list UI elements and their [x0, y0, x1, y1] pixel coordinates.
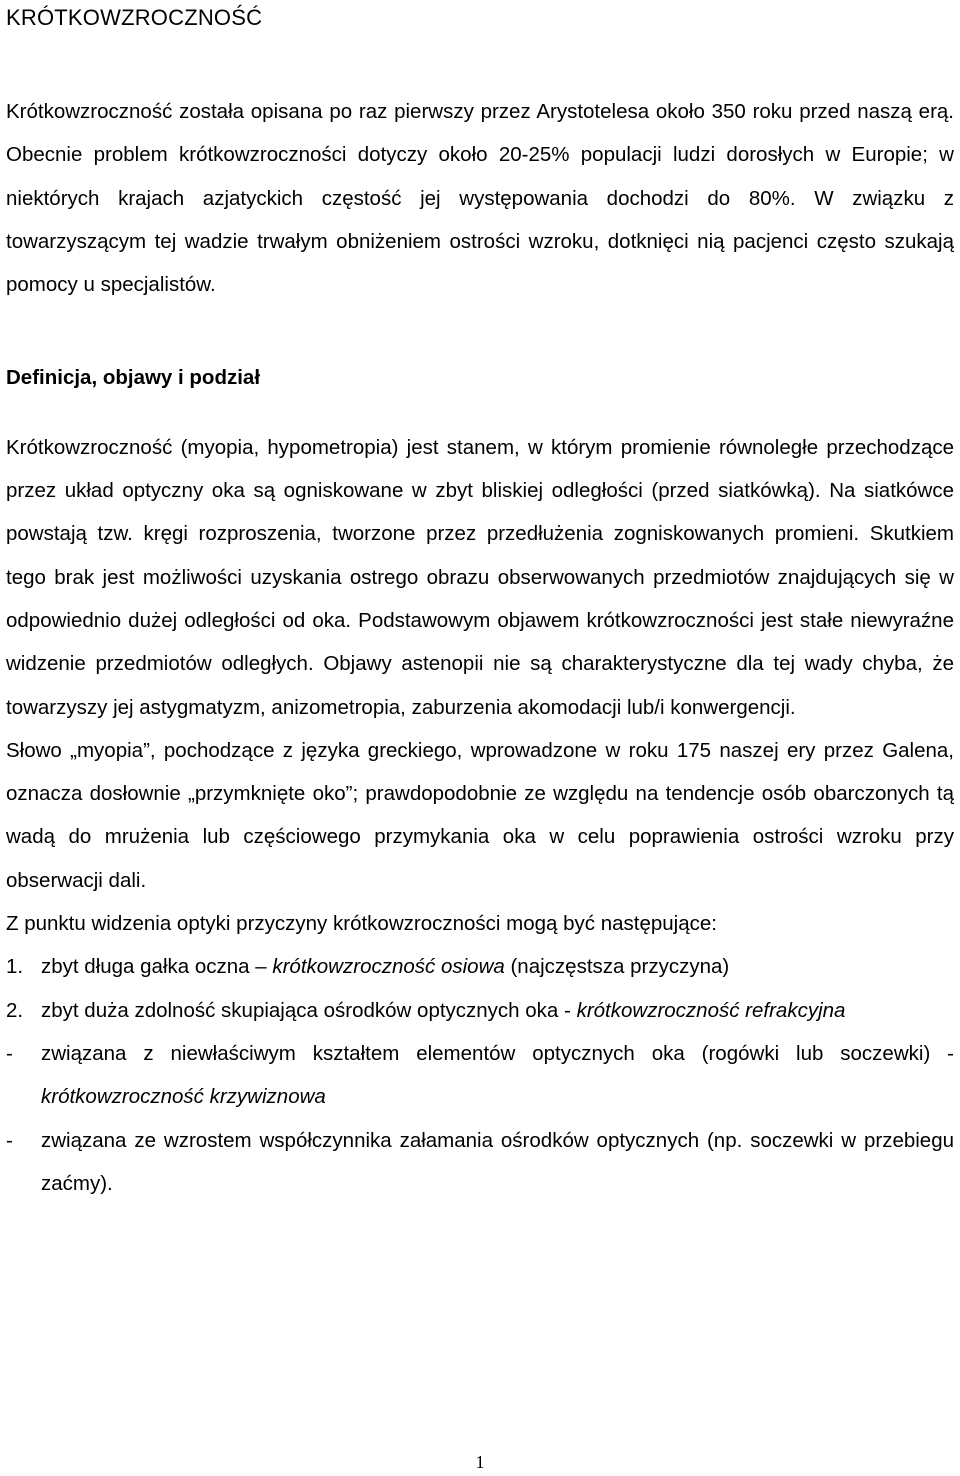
etymology-paragraph: Słowo „myopia”, pochodzące z języka greckiego, wprowadzone w roku 175 naszej ery przez Galena, oznacza dosłownie „przymknięte oko”; prawdopodobnie ze względu na tendencje osób obarczonych tą wadą do mrużenia lub częściowego przymykania oka w celu poprawienia ostrości wzroku przy obserwacji dali.: [6, 738, 954, 892]
causes-list: [6, 945, 954, 1032]
list-marker: 1.: [6, 955, 24, 979]
list-item-body: [41, 1119, 954, 1206]
list-marker: -: [6, 1128, 13, 1152]
intro-paragraph: Krótkowzroczność została opisana po raz pierwszy przez Arystotelesa około 350 roku przed naszą erą. Obecnie problem krótkowzroczności dotyczy około 20-25% populacji ludzi dorosłych w Europie; w niektórych krajach azjatyckich częstość jej występowania dochodzi do 80%. W związku z towarzyszącym tej wadzie trwałym obniżeniem ostrości wzroku, dotknięci nią pacjenci często szukają pomocy u specjalistów.: [6, 100, 954, 297]
list-marker: -: [6, 1041, 13, 1065]
list-item: [6, 1032, 954, 1119]
list-item: [6, 989, 954, 1032]
list-item-text: związana z niewłaściwym kształtem elementów optycznych oka (rogówki lub soczewki) -: [41, 1041, 954, 1065]
list-item-text: zbyt długa gałka oczna –: [41, 955, 267, 979]
list-item-tail: (najczęstsza przyczyna): [510, 955, 730, 979]
page-number: 1: [475, 1452, 485, 1472]
document-title: KRÓTKOWZROCZNOŚĆ: [6, 5, 263, 30]
causes-intro: Z punktu widzenia optyki przyczyny krótkowzroczności mogą być następujące:: [6, 912, 717, 936]
section-heading: Definicja, objawy i podział: [6, 366, 261, 390]
list-item-text: związana ze wzrostem współczynnika załamania ośrodków optycznych (np. soczewki w przebiegu zaćmy).: [41, 1128, 954, 1195]
definition-paragraph: Krótkowzroczność (myopia, hypometropia) jest stanem, w którym promienie równoległe przechodzące przez układ optyczny oka są ogniskowane w zbyt bliskiej odległości (przed siatkówką). Na siatkówce powstają tzw. kręgi rozproszenia, tworzone przez przedłużenia zogniskowanych promieni. Skutkiem tego brak jest możliwości uzyskania ostrego obrazu obserwowanych przedmiotów znajdujących się w odpowiednio dużej odległości od oka. Podstawowym objawem krótkowzroczności jest stałe niewyraźne widzenie przedmiotów odległych. Objawy astenopii nie są charakterystyczne dla tej wady chyba, że towarzyszy jej astygmatyzm, anizometropia, zaburzenia akomodacji lub/i konwergencji.: [6, 435, 954, 719]
list-item: [6, 1119, 954, 1206]
list-item-body: [41, 945, 954, 988]
list-item-term: krótkowzroczność osiowa: [272, 955, 505, 979]
list-item-term: krótkowzroczność refrakcyjna: [576, 998, 846, 1022]
list-item-term: krótkowzroczność krzywiznowa: [41, 1085, 326, 1109]
list-item: [6, 945, 954, 988]
subcauses-list: [6, 1032, 954, 1205]
document-page: [6, 0, 954, 1205]
list-item-text: zbyt duża zdolność skupiająca ośrodków optycznych oka -: [41, 998, 571, 1022]
list-marker: 2.: [6, 998, 24, 1022]
list-item-body: [41, 989, 954, 1032]
list-item-body: [41, 1032, 954, 1119]
